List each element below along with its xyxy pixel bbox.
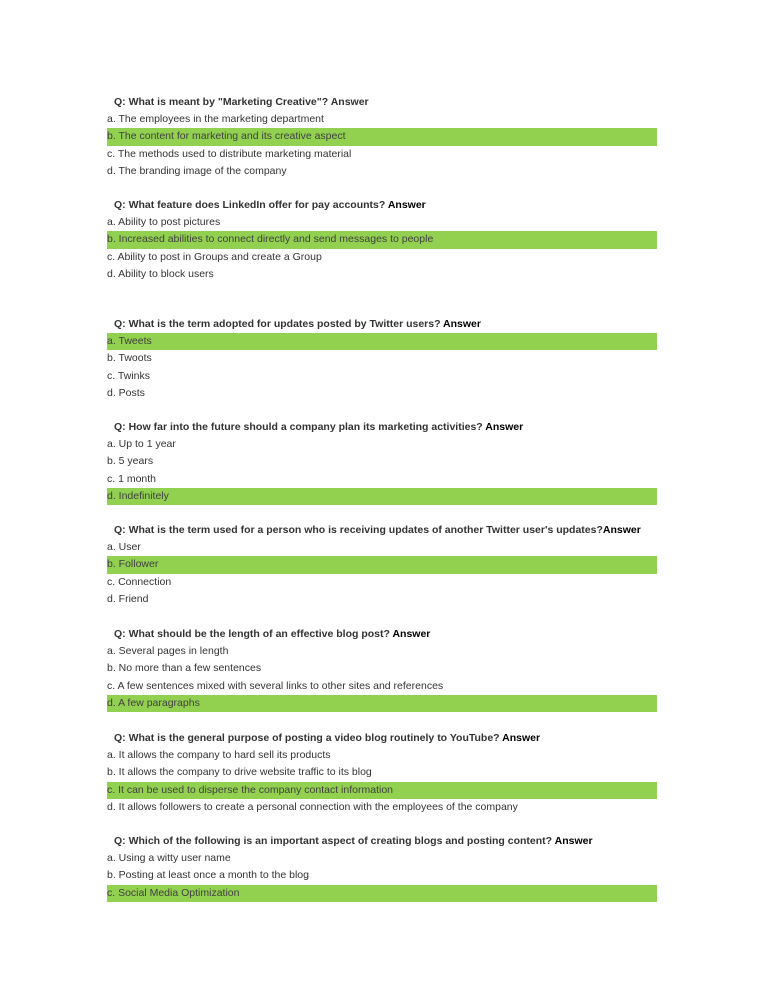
option-b-correct: b. The content for marketing and its creative aspect <box>107 128 657 145</box>
option-a: a. Using a witty user name <box>107 852 231 864</box>
question-block-1 <box>107 94 657 180</box>
option-b: b. Twoots <box>107 352 152 365</box>
option-c: c. The methods used to distribute marketing material <box>107 147 352 160</box>
option-b: b. Posting at least once a month to the blog <box>107 869 309 882</box>
question-block-4 <box>107 419 657 505</box>
option-c: c. 1 month <box>107 472 157 485</box>
question-text: Q: What is the term adopted for updates posted by Twitter users? Answer <box>114 318 481 330</box>
option-c: c. Twinks <box>107 369 150 382</box>
option-a: a. Ability to post pictures <box>107 216 221 228</box>
option-d-correct: d. A few paragraphs <box>107 695 657 712</box>
option-c-correct: c. It can be used to disperse the company contact information <box>107 782 657 799</box>
question-block-5 <box>107 522 657 608</box>
option-b: b. No more than a few sentences <box>107 662 262 675</box>
option-d: d. Posts <box>107 386 145 399</box>
option-d-correct: d. Indefinitely <box>107 488 657 505</box>
question-block-7 <box>107 730 657 816</box>
option-a: a. Several pages in length <box>107 645 229 657</box>
option-d: d. The branding image of the company <box>107 164 287 177</box>
option-b: b. It allows the company to drive website traffic to its blog <box>107 766 372 779</box>
option-c: c. Ability to post in Groups and create a Group <box>107 250 322 263</box>
option-c: c. Connection <box>107 575 172 588</box>
question-text: Q: Which of the following is an important aspect of creating blogs and posting content? Answer <box>114 835 593 847</box>
option-a-correct: a. Tweets <box>107 333 657 350</box>
question-text: Q: What is the term used for a person who is receiving updates of another Twitter user's updates?Answer <box>114 524 641 536</box>
option-d: d. Friend <box>107 592 149 605</box>
question-block-6 <box>107 626 657 712</box>
option-a: a. User <box>107 541 141 553</box>
question-text: Q: What is the general purpose of posting a video blog routinely to YouTube? Answer <box>114 732 541 744</box>
question-block-8 <box>107 833 657 902</box>
question-text: Q: What feature does LinkedIn offer for pay accounts? Answer <box>114 199 426 211</box>
option-a: a. It allows the company to hard sell its products <box>107 749 331 761</box>
option-b-correct: b. Increased abilities to connect directly and send messages to people <box>107 231 657 248</box>
option-b: b. 5 years <box>107 455 154 468</box>
question-block-3 <box>107 316 657 402</box>
option-d: d. It allows followers to create a personal connection with the employees of the company <box>107 800 518 813</box>
option-c-correct: c. Social Media Optimization <box>107 885 657 902</box>
question-text: Q: What is meant by "Marketing Creative"? Answer <box>114 96 369 108</box>
option-c: c. A few sentences mixed with several links to other sites and references <box>107 679 444 692</box>
question-text: Q: What should be the length of an effective blog post? Answer <box>114 628 431 640</box>
question-block-2 <box>107 197 657 283</box>
option-a: a. The employees in the marketing department <box>107 113 324 125</box>
question-text: Q: How far into the future should a company plan its marketing activities? Answer <box>114 421 524 433</box>
option-d: d. Ability to block users <box>107 267 214 280</box>
option-a: a. Up to 1 year <box>107 438 176 450</box>
option-b-correct: b. Follower <box>107 556 657 573</box>
